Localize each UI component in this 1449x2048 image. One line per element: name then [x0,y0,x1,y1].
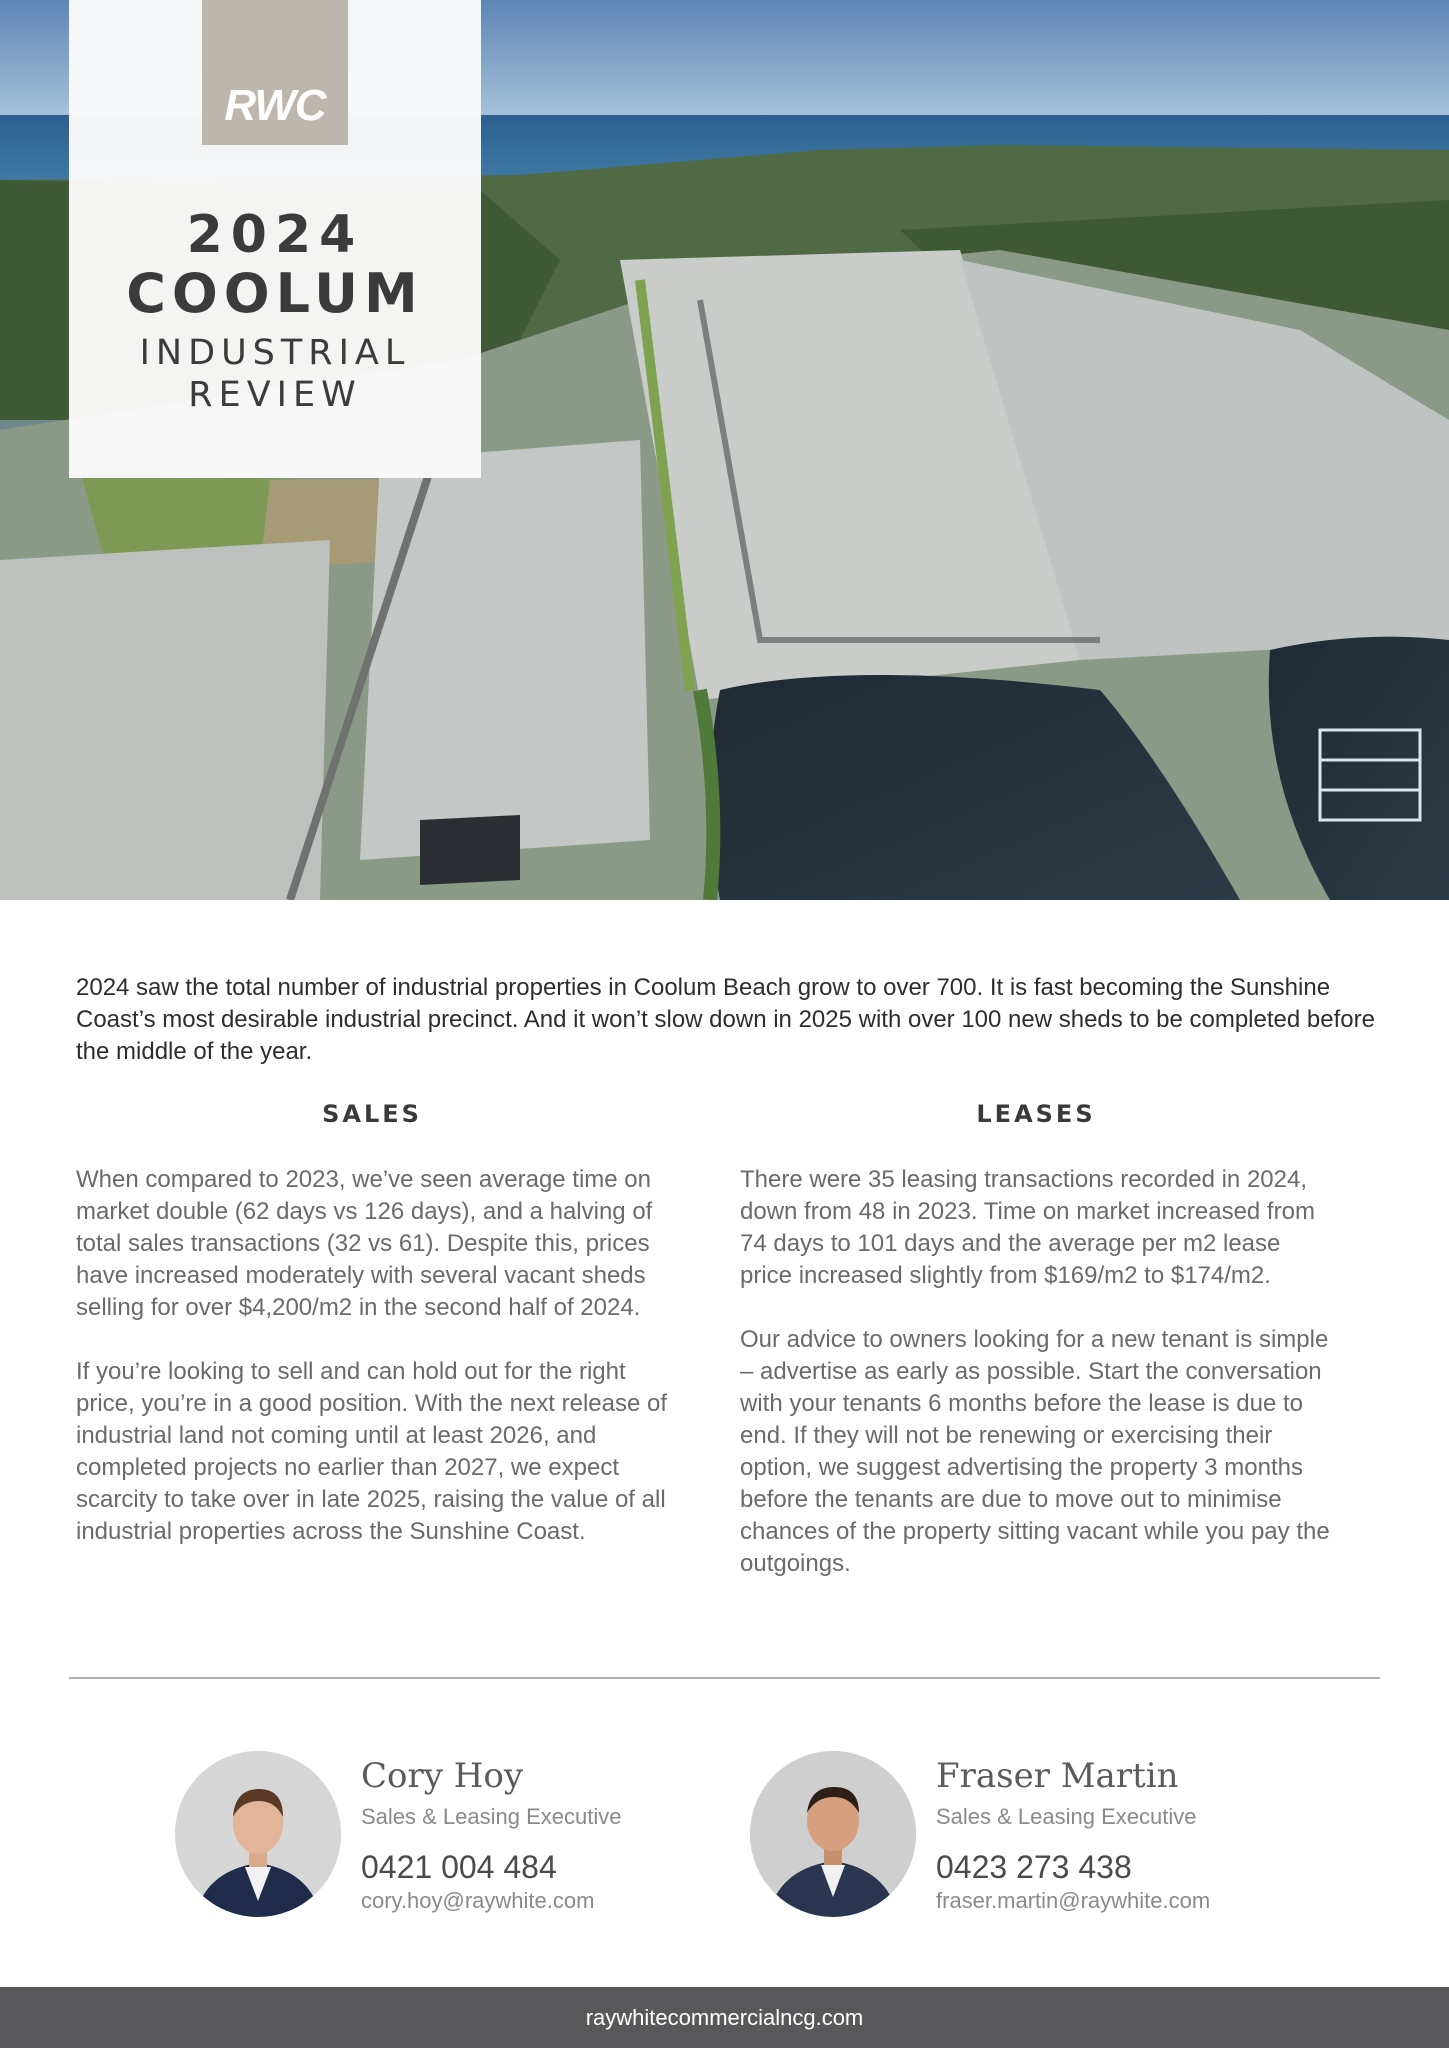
report-subtitle-line2: REVIEW [188,375,362,415]
contact-2-phone[interactable]: 0423 273 438 [936,1849,1132,1885]
contact-1-role: Sales & Leasing Executive [361,1804,622,1829]
report-place: COOLUM [126,262,424,325]
report-year: 2024 [186,205,364,265]
avatar-cory-hoy [175,1751,341,1917]
sales-paragraph-2: If you’re looking to sell and can hold out for the right price, you’re in a good position. With the next release of industrial land not coming until at least 2026, and completed projects no earlier than 2027, we expect scarcity to take over in late 2025, raising the value of all industrial properties across the Sunshine Coast. [76,1358,667,1545]
contact-2-name: Fraser Martin [936,1756,1179,1796]
leases-heading: LEASES [976,1100,1096,1128]
logo-text: RWC [224,81,326,130]
intro-paragraph: 2024 saw the total number of industrial properties in Coolum Beach grow to over 700. It is fast becoming the Sunshine Coast’s most desirable industrial precinct. And it won’t slow down in 2025 with over 100 new sheds to be completed before the middle of the year. [76,974,1375,1065]
brand-logo [202,0,348,145]
leases-column [740,1164,1332,1612]
sales-column [76,1164,668,1580]
contact-2-email[interactable]: fraser.martin@raywhite.com [936,1888,1211,1913]
website-link[interactable]: raywhitecommercialncg.com [585,2004,864,2030]
contact-2-role: Sales & Leasing Executive [936,1804,1197,1829]
contact-1-email[interactable]: cory.hoy@raywhite.com [361,1888,595,1913]
leases-paragraph-1: There were 35 leasing transactions recorded in 2024, down from 48 in 2023. Time on market increased from 74 days to 101 days and the average per m2 lease price increased slightly from $169/m2 to $174/m2. [740,1166,1315,1289]
contact-1-phone[interactable]: 0421 004 484 [361,1849,557,1885]
avatar-fraser-martin [750,1751,916,1917]
contact-1-name: Cory Hoy [361,1756,524,1796]
sales-paragraph-1: When compared to 2023, we’ve seen average time on market double (62 days vs 126 days), and a halving of total sales transactions (32 vs 61). Despite this, prices have increased moderately with several vacant sheds selling for over $4,200/m2 in the second half of 2024. [76,1166,653,1321]
title-panel [69,0,481,478]
hero-photo [0,0,1449,900]
section-divider [69,1677,1380,1679]
footer-bar [0,1987,1449,2048]
sales-heading: SALES [322,1100,422,1128]
report-subtitle-line1: INDUSTRIAL [139,333,411,373]
leases-paragraph-2: Our advice to owners looking for a new tenant is simple – advertise as early as possible. Start the conversation with your tenants 6 months before the lease is due to end. If they will not be renewing or exercising their option, we suggest advertising the property 3 months before the tenants are due to move out to minimise chances of the property sitting vacant while you pay the outgoings. [740,1326,1330,1577]
